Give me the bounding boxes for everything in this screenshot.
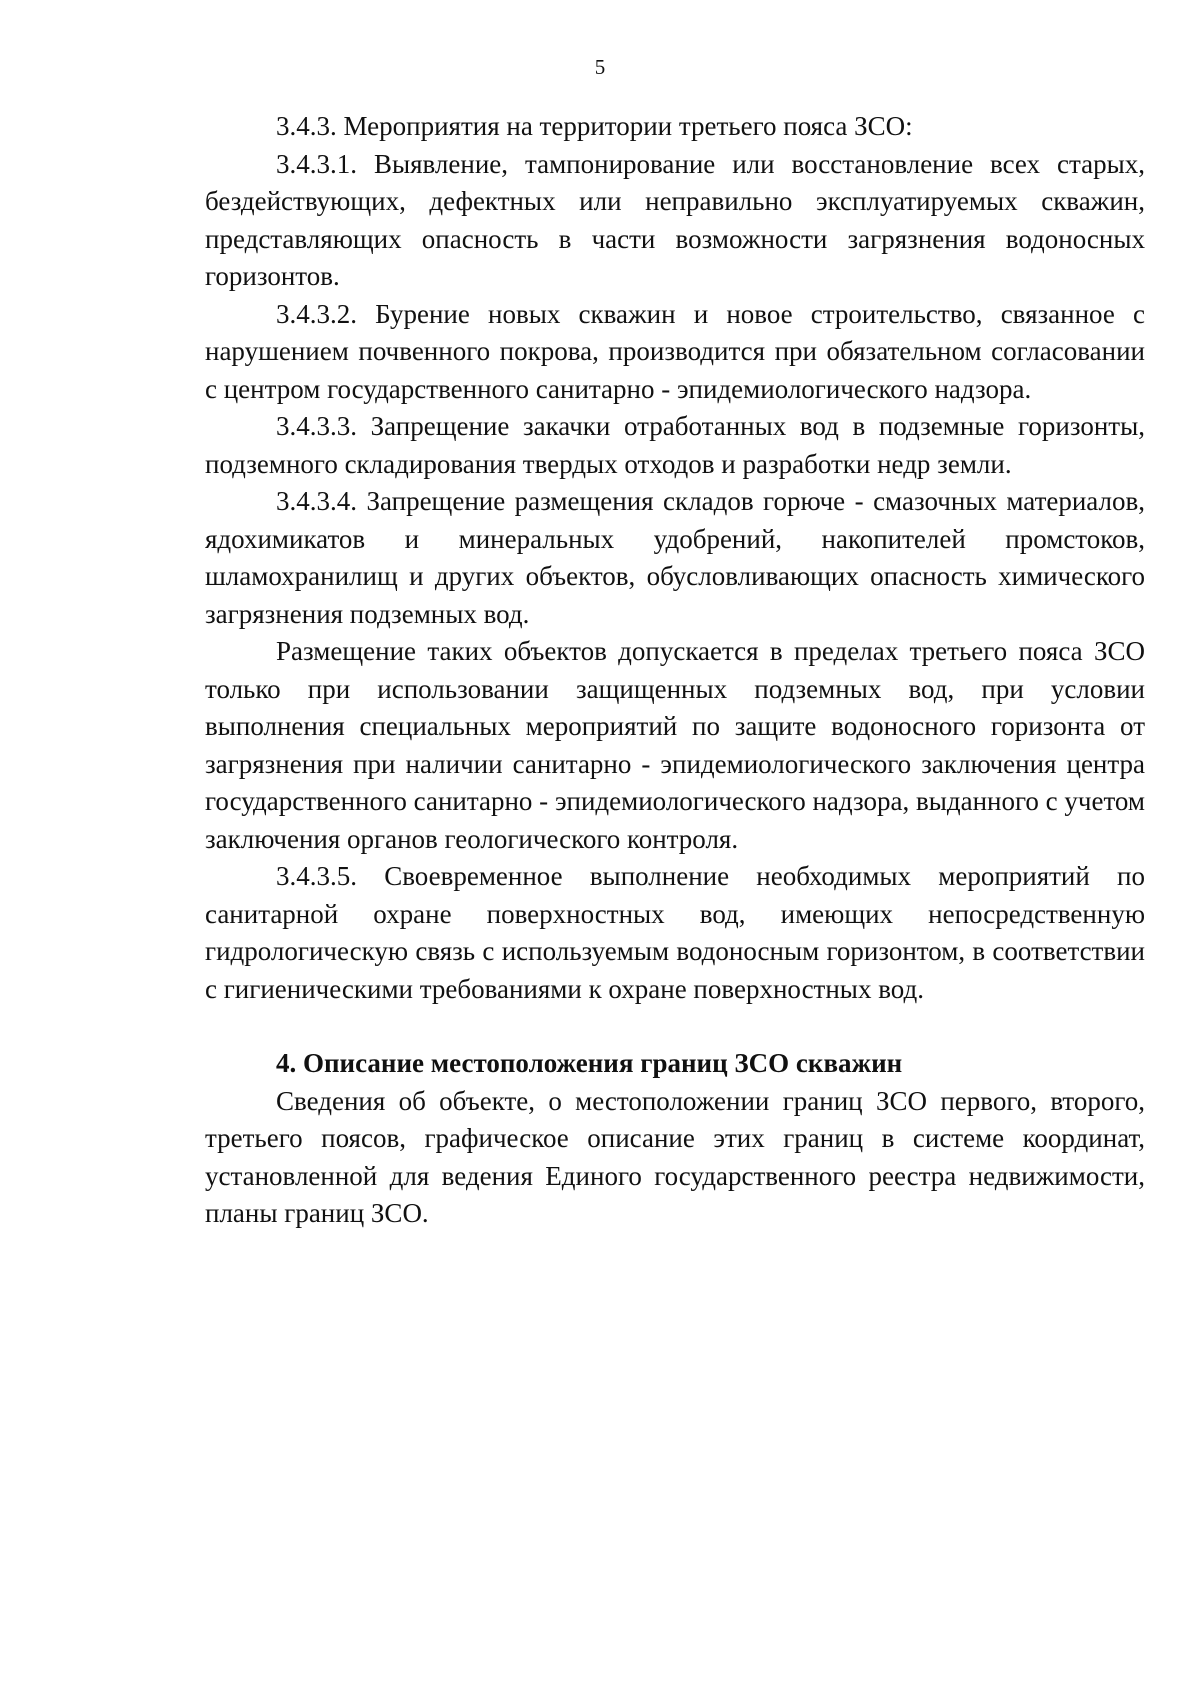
paragraph-3-4-3-1: 3.4.3.1. Выявление, тампонирование или восстановление всех старых, бездействующих, дефектных или неправильно эксплуатируемых скважин, представляющих опасность в части возможности загрязнения водоносных горизонтов. xyxy=(205,148,1145,291)
paragraph-3-4-3-4: 3.4.3.4. Запрещение размещения складов горюче - смазочных материалов, ядохимикатов и минеральных удобрений, накопителей промстоков, шламохранилищ и других объектов, обусловливающих опасность химического загрязнения подземных вод. xyxy=(205,486,1145,629)
paragraph-3-4-3: 3.4.3. Мероприятия на территории третьего пояса ЗСО: xyxy=(276,111,913,141)
paragraph-3-4-3-3: 3.4.3.3. Запрещение закачки отработанных вод в подземные горизонты, подземного складирования твердых отходов и разработки недр земли. xyxy=(205,411,1145,479)
section-4-heading: 4. Описание местоположения границ ЗСО скважин xyxy=(276,1048,903,1078)
paragraph-3-4-3-2: 3.4.3.2. Бурение новых скважин и новое строительство, связанное с нарушением почвенного покрова, производится при обязательном согласовании с центром государственного санитарно - эпидемиологического надзора. xyxy=(205,298,1145,404)
paragraph-placement: Размещение таких объектов допускается в пределах третьего пояса ЗСО только при использовании защищенных подземных вод, при условии выполнения специальных мероприятий по защите водоносного горизонта от загрязнения при наличии санитарно - эпидемиологического заключения центра государственного санитарно - эпидемиологического надзора, выданного с учетом заключения органов геологического контроля. xyxy=(205,636,1145,854)
section-4-text: Сведения об объекте, о местоположении границ ЗСО первого, второго, третьего поясов, графическое описание этих границ в системе координат, установленной для ведения Единого государственного реестра недвижимости, планы границ ЗСО. xyxy=(205,1085,1145,1228)
page-number: 5 xyxy=(594,55,606,79)
paragraph-3-4-3-5: 3.4.3.5. Своевременное выполнение необходимых мероприятий по санитарной охране поверхностных вод, имеющих непосредственную гидрологическую связь с используемым водоносным горизонтом, в соответствии с гигиеническими требованиями к охране поверхностных вод. xyxy=(205,861,1145,1004)
document-body xyxy=(205,108,1145,1233)
